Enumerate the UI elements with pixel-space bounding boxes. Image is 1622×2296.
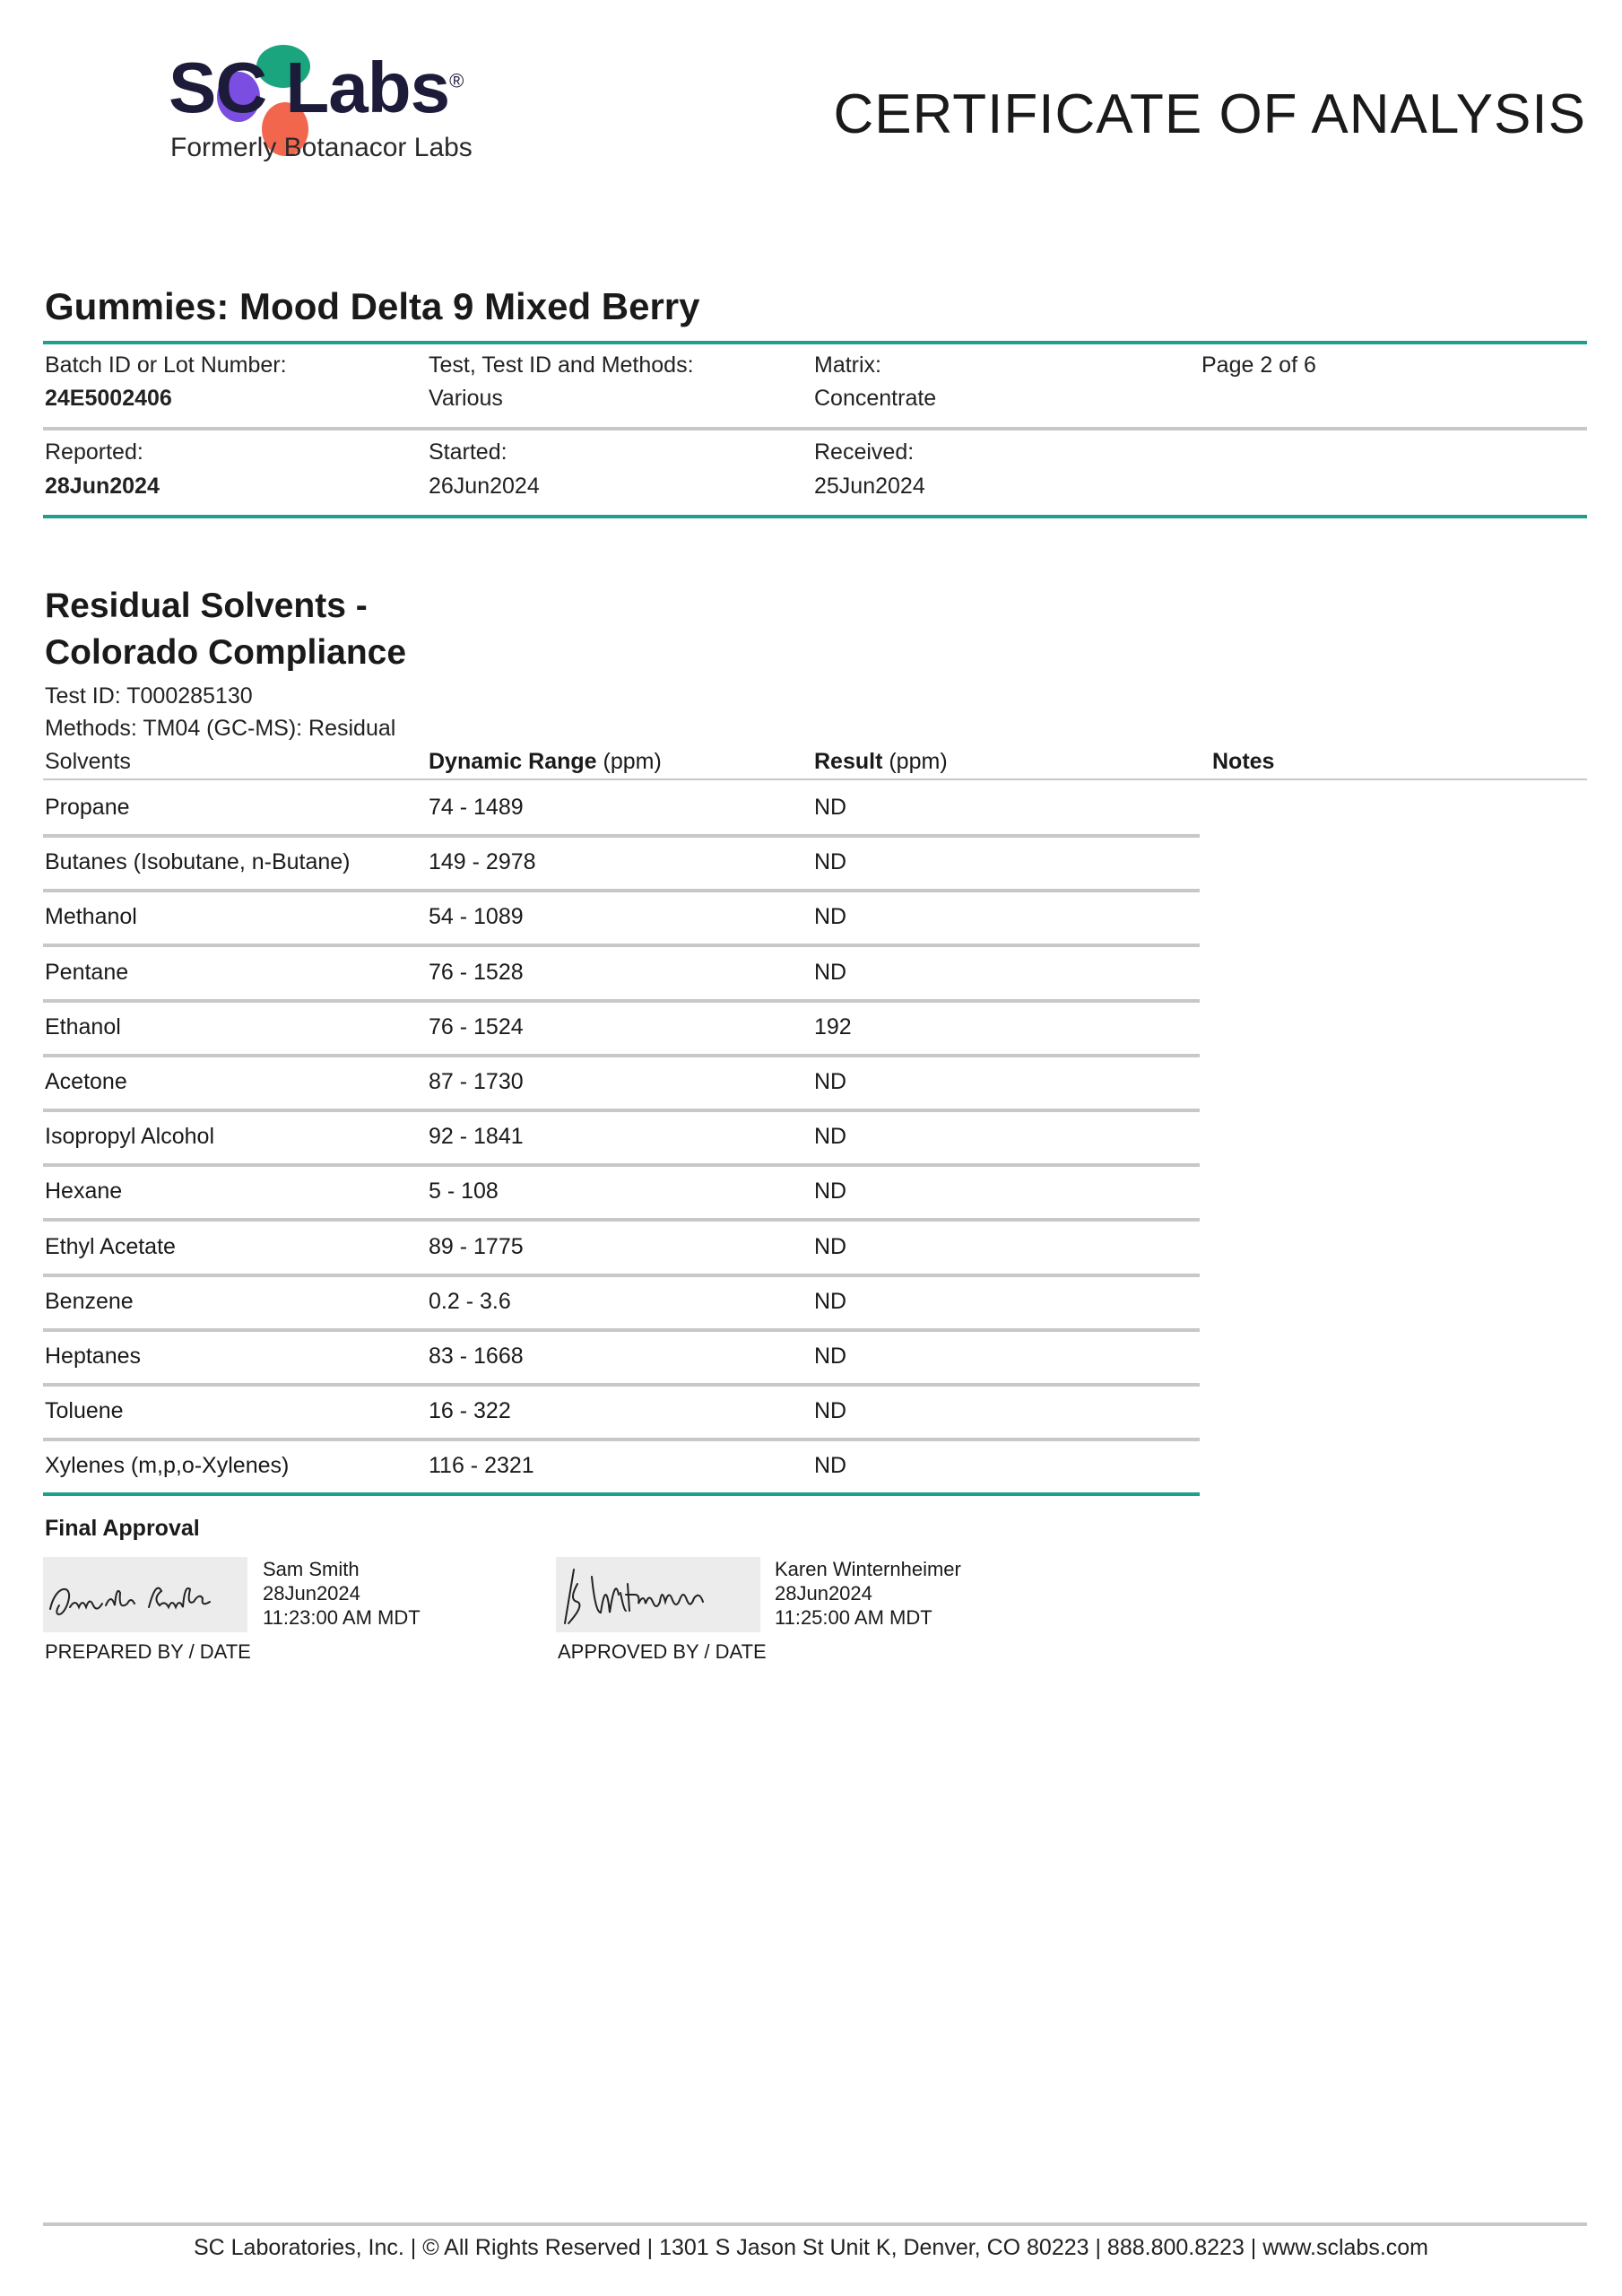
- col-header-notes: Notes: [1212, 749, 1275, 774]
- table-row: [43, 947, 1200, 1003]
- product-title-rule: [43, 341, 1587, 344]
- table-row: [43, 1222, 1200, 1277]
- table-row: [43, 1386, 1200, 1441]
- table-row: [43, 1331, 1200, 1387]
- page-indicator: Page 2 of 6: [1201, 352, 1316, 378]
- batch-value: 24E5002406: [45, 386, 172, 411]
- started-label: Started:: [429, 439, 507, 465]
- test-value: Various: [429, 386, 503, 411]
- prepared-date: 28Jun2024: [263, 1582, 360, 1605]
- dynamic-range-cell: 92 - 1841: [429, 1124, 524, 1150]
- dynamic-range-cell: 5 - 108: [429, 1178, 499, 1205]
- analyte-cell: Xylenes (m,p,o-Xylenes): [45, 1453, 290, 1479]
- dynamic-range-cell: 149 - 2978: [429, 849, 536, 875]
- analyte-cell: Benzene: [45, 1288, 134, 1314]
- dynamic-range-cell: 87 - 1730: [429, 1069, 524, 1094]
- methods-line2: Solvents: [45, 749, 131, 774]
- approved-signature-box: [556, 1557, 760, 1632]
- prepared-info: [263, 1557, 421, 1630]
- dynamic-range-cell: 54 - 1089: [429, 904, 524, 930]
- product-title: Gummies: Mood Delta 9 Mixed Berry: [45, 285, 700, 327]
- result-cell: ND: [814, 849, 847, 875]
- brand-subtitle: Formerly Botanacor Labs: [170, 133, 473, 162]
- dynamic-range-cell: 74 - 1489: [429, 795, 524, 820]
- prepared-name: Sam Smith: [263, 1558, 360, 1580]
- table-row: [43, 1002, 1200, 1057]
- result-cell: ND: [814, 795, 847, 820]
- section-title-line2: Colorado Compliance: [45, 633, 407, 672]
- analyte-cell: Toluene: [45, 1398, 124, 1424]
- result-cell: ND: [814, 1398, 847, 1424]
- footer-rule: [43, 2222, 1587, 2226]
- prepared-signature-box: [43, 1557, 247, 1632]
- received-value: 25Jun2024: [814, 474, 925, 499]
- approved-signature-image: [556, 1557, 760, 1632]
- methods-line1: Methods: TM04 (GC-MS): Residual: [45, 716, 396, 741]
- final-approval-title: Final Approval: [45, 1516, 200, 1541]
- batch-label: Batch ID or Lot Number:: [45, 352, 287, 378]
- prepared-caption: PREPARED BY / DATE: [45, 1640, 251, 1663]
- analyte-cell: Ethyl Acetate: [45, 1233, 176, 1259]
- table-row: [43, 1111, 1200, 1167]
- analyte-cell: Butanes (Isobutane, n-Butane): [45, 849, 351, 875]
- table-header-rule: [43, 778, 1587, 780]
- analyte-cell: Hexane: [45, 1178, 123, 1205]
- result-cell: ND: [814, 904, 847, 930]
- result-cell: ND: [814, 1124, 847, 1150]
- dynamic-range-cell: 0.2 - 3.6: [429, 1288, 511, 1314]
- dynamic-range-cell: 89 - 1775: [429, 1233, 524, 1259]
- received-label: Received:: [814, 439, 915, 465]
- table-row: [43, 1166, 1200, 1222]
- result-cell: ND: [814, 1069, 847, 1094]
- table-row: [43, 837, 1200, 892]
- table-row: [43, 1440, 1200, 1496]
- analyte-cell: Methanol: [45, 904, 137, 930]
- brand-name: SC Labs®: [169, 48, 464, 127]
- matrix-value: Concentrate: [814, 386, 937, 411]
- result-cell: ND: [814, 1453, 847, 1479]
- prepared-signature-image: [43, 1557, 247, 1632]
- dynamic-range-cell: 16 - 322: [429, 1398, 511, 1424]
- matrix-label: Matrix:: [814, 352, 881, 378]
- started-value: 26Jun2024: [429, 474, 540, 499]
- document-title: CERTIFICATE OF ANALYSIS: [833, 83, 1586, 145]
- dynamic-range-cell: 76 - 1524: [429, 1013, 524, 1039]
- approved-time: 11:25:00 AM MDT: [775, 1606, 932, 1629]
- approved-date: 28Jun2024: [775, 1582, 872, 1605]
- analyte-cell: Isopropyl Alcohol: [45, 1124, 215, 1150]
- meta-divider: [43, 427, 1587, 430]
- reported-label: Reported:: [45, 439, 143, 465]
- col-header-dynamic-range: Dynamic Range (ppm): [429, 749, 662, 774]
- analyte-cell: Ethanol: [45, 1013, 121, 1039]
- result-cell: ND: [814, 1178, 847, 1205]
- result-cell: ND: [814, 959, 847, 985]
- analyte-cell: Acetone: [45, 1069, 127, 1094]
- footer-text: SC Laboratories, Inc. | © All Rights Reserved | 1301 S Jason St Unit K, Denver, CO 80223 | 888.800.8223 | www.sclabs.com: [193, 2235, 1429, 2260]
- test-label: Test, Test ID and Methods:: [429, 352, 694, 378]
- table-row: [43, 891, 1200, 947]
- reported-value: 28Jun2024: [45, 474, 160, 499]
- dynamic-range-cell: 83 - 1668: [429, 1344, 524, 1369]
- prepared-time: 11:23:00 AM MDT: [263, 1606, 421, 1629]
- approved-caption: APPROVED BY / DATE: [558, 1640, 767, 1663]
- table-row: [43, 782, 1200, 838]
- analyte-cell: Propane: [45, 795, 130, 820]
- result-cell: ND: [814, 1288, 847, 1314]
- approved-name: Karen Winternheimer: [775, 1558, 961, 1580]
- table-row: [43, 1057, 1200, 1112]
- dynamic-range-cell: 116 - 2321: [429, 1453, 534, 1479]
- section-title: [45, 583, 406, 676]
- test-id: Test ID: T000285130: [45, 683, 253, 709]
- registered-mark: ®: [449, 69, 464, 92]
- table-row: [43, 1276, 1200, 1332]
- meta-bottom-rule: [43, 515, 1587, 518]
- analyte-cell: Pentane: [45, 959, 129, 985]
- result-cell: 192: [814, 1013, 852, 1039]
- section-title-line1: Residual Solvents -: [45, 587, 368, 625]
- col-header-result: Result (ppm): [814, 749, 948, 774]
- analyte-cell: Heptanes: [45, 1344, 142, 1369]
- result-cell: ND: [814, 1344, 847, 1369]
- approved-info: [775, 1557, 961, 1630]
- dynamic-range-cell: 76 - 1528: [429, 959, 524, 985]
- result-cell: ND: [814, 1233, 847, 1259]
